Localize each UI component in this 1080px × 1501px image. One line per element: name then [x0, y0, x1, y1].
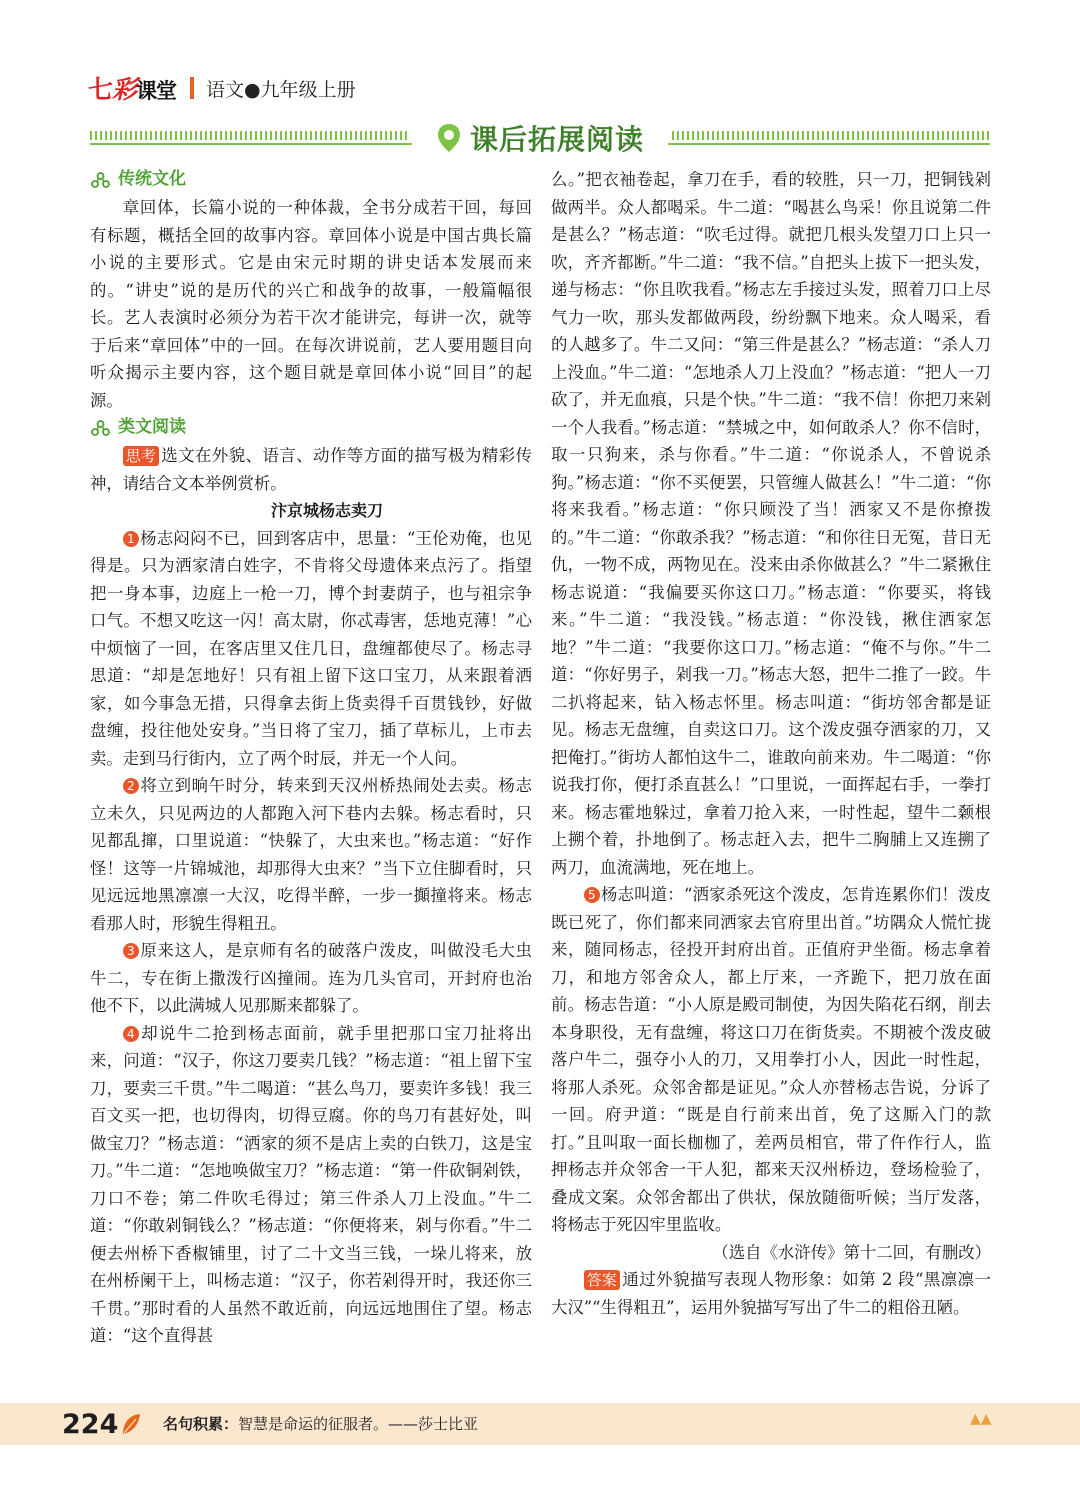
banner-title-box	[420, 116, 660, 160]
paragraph-text: 原来这人，是京师有名的破落户泼皮，叫做没毛大虫牛二，专在街上撒泼行凶撞闹。连为几头官司，开封府也治他不下，以此满城人见那厮来都躲了。	[90, 941, 532, 1015]
answer-block	[551, 1266, 991, 1321]
leaf-icon	[120, 1412, 142, 1436]
banner-dots-left	[90, 131, 408, 140]
story-paragraph-1	[90, 525, 532, 773]
story-paragraph-4-start	[90, 1020, 532, 1350]
paragraph-text: 杨志叫道：“洒家杀死这个泼皮，怎肯连累你们！泼皮既已死了，你们都来同洒家去官府里出首。”坊隅众人慌忙拢来，随同杨志，径投开封府出首。正值府尹坐衙。杨志拿着刀，和地方邻舍众人，都上厅来，一齐跪下，把刀放在面前。杨志告道：“小人原是殿司制使，为因失陷花石纲，削去本身职役，无有盘缠，将这口刀在街货卖。不期被个泼皮破落户牛二，强夺小人的刀，又用拳打小人，因此一时性起，将那人杀死。众邻舍都是证见。”众人亦替杨志告说，分诉了一回。府尹道：“既是自行前来出首，免了这厮入门的款打。”且叫取一面长枷枷了，差两员相官，带了仵作行人，监押杨志并众邻舍一干人犯，都来天汉州桥边，登场检验了，叠成文案。众邻舍都出了供状，保放随衙听候；当厅发落，将杨志于死囚牢里监收。	[551, 885, 991, 1234]
header-divider	[190, 77, 194, 99]
paragraph-text: 杨志闷闷不已，回到客店中，思量：“王伦劝俺，也见得是。只为洒家清白姓字，不肯将父母遗体来点污了。指望把一身本事，边庭上一枪一刀，博个封妻荫子，也与祖宗争口气。不想又吃这一闪！高太尉，你忒毒害，恁地克薄！”心中烦恼了一回，在客店里又住几日，盘缠都使尽了。杨志寻思道：“却是怎地好！只有祖上留下这口宝刀，从来跟着洒家，如今事急无措，只得拿去街上货卖得千百贯钱钞，好做盘缠，投往他处安身。”当日将了宝刀，插了草标儿，上市去卖。走到马行街内，立了两个时辰，并无一个人问。	[90, 528, 532, 768]
story-paragraph-5	[551, 881, 991, 1239]
map-pin-icon	[436, 123, 462, 153]
think-question	[90, 442, 532, 497]
answer-tag: 答案	[584, 1270, 620, 1290]
paragraph-number: 2	[123, 778, 139, 794]
story-paragraph-2	[90, 772, 532, 937]
section-heading-reading	[90, 414, 532, 442]
paragraph-number: 3	[123, 943, 139, 959]
sprout-icon	[90, 419, 112, 437]
logo-char-2: 彩	[112, 75, 137, 104]
section-heading-text: 传统文化	[118, 169, 186, 190]
story-paragraph-3	[90, 937, 532, 1020]
quote-label: 名句积累：	[163, 1415, 239, 1433]
paragraph-number: 1	[123, 531, 139, 547]
answer-text: 通过外貌描写表现人物形象：如第 2 段“黑凛凛一大汉”“生得粗丑”，运用外貌描写写出了牛二的粗俗丑陋。	[551, 1270, 991, 1317]
paragraph-number: 4	[123, 1026, 139, 1042]
right-column	[551, 166, 991, 1321]
subject-label: 语文●九年级上册	[206, 78, 356, 101]
page-header	[88, 68, 356, 108]
logo-text: 课堂	[136, 79, 177, 103]
page-number: 224	[62, 1408, 119, 1440]
paragraph-text: 么。”把衣袖卷起，拿刀在手，看的较胜，只一刀，把铜钱剁做两半。众人都喝采。牛二道：“喝甚么鸟采！你且说第二件是甚么？”杨志道：“吹毛过得。就把几根头发望刀口上只一吹，齐齐都断。”牛二道：“我不信。”自把头上拔下一把头发，递与杨志：“你且吹我看。”杨志左手接过头发，照着刀口上尽气力一吹，那头发都做两段，纷纷飘下地来。众人喝采，看的人越多了。牛二又问：“第三件是甚么？”杨志道：“杀人刀上没血。”牛二道：“怎地杀人刀上没血？”杨志道：“把人一刀砍了，并无血痕，只是个快。”牛二道：“我不信！你把刀来剁一个人我看。”杨志道：“禁城之中，如何敢杀人？你不信时，取一只狗来，杀与你看。”牛二道：“你说杀人，不曾说杀狗。”杨志道：“你不买便罢，只管缠人做甚么！”牛二道：“你将来我看。”杨志道：“你只顾没了当！洒家又不是你撩拨的。”牛二道：“你敢杀我？”杨志道：“和你往日无冤，昔日无仇，一物不成，两物见在。没来由杀你做甚么？”牛二紧揪住杨志说道：“我偏要买你这口刀。”杨志道：“你要买，将钱来。”牛二道：“我没钱。”杨志道：“你没钱，揪住洒家怎地？”牛二道：“我要你这口刀。”杨志道：“俺不与你。”牛二道：“你好男子，剁我一刀。”杨志大怒，把牛二推了一跤。牛二扒将起来，钻入杨志怀里。杨志叫道：“街坊邻舍都是证见。杨志无盘缠，自卖这口刀。这个泼皮强夺洒家的刀，又把俺打。”街坊人都怕这牛二，谁敢向前来劝。牛二喝道：“你说我打你，便打杀直甚么！”口里说，一面挥起右手，一拳打来。杨志霍地躲过，拿着刀抢入来，一时性起，望牛二颡根上搠个着，扑地倒了。杨志赶入去，把牛二胸脯上又连搠了两刀，血流满地，死在地上。	[551, 170, 991, 877]
banner-title: 课后拓展阅读	[469, 123, 644, 156]
logo-char-1: 七	[88, 75, 113, 104]
sprout-icon	[90, 171, 112, 189]
section-banner	[90, 116, 990, 160]
page-footer	[0, 1403, 1080, 1445]
section-heading-text: 类文阅读	[118, 417, 186, 438]
source-citation: （选自《水浒传》第十二回，有删改）	[712, 1242, 991, 1262]
banner-rule-left	[90, 143, 412, 145]
story-title: 汴京城杨志卖刀	[270, 501, 383, 520]
quote-text: 智慧是命运的征服者。——莎士比亚	[238, 1415, 479, 1433]
story-paragraph-4-continued	[551, 166, 991, 881]
publisher-logo	[88, 70, 176, 106]
think-tag: 思考	[123, 446, 159, 466]
section-heading-traditional-culture	[90, 166, 532, 194]
decorative-drops: ▲▲	[970, 1411, 992, 1427]
think-text: 选文在外貌、语言、动作等方面的描写极为精彩传神，请结合文本举例赏析。	[90, 446, 532, 493]
page-number-box	[62, 1405, 142, 1443]
left-column	[90, 166, 532, 1350]
famous-quote	[163, 1413, 478, 1434]
paragraph-text: 将立到晌午时分，转来到天汉州桥热闹处去卖。杨志立未久，只见两边的人都跑入河下巷内去躲。杨志看时，只见都乱撺，口里说道：“快躲了，大虫来也。”杨志道：“好作怪！这等一片锦城池，却那得大虫来？”当下立住脚看时，只见远远地黑凛凛一大汉，吃得半醉，一步一攧撞将来。杨志看那人时，形貌生得粗丑。	[90, 776, 532, 933]
banner-dots-right	[672, 131, 990, 140]
paragraph-number: 5	[584, 887, 600, 903]
banner-rule-right	[668, 143, 990, 145]
paragraph-text: 却说牛二抢到杨志面前，就手里把那口宝刀扯将出来，问道：“汉子，你这刀要卖几钱？”杨志道：“祖上留下宝刀，要卖三千贯。”牛二喝道：“甚么鸟刀，要卖许多钱！我三百文买一把，也切得肉，切得豆腐。你的鸟刀有甚好处，叫做宝刀？”杨志道：“洒家的须不是店上卖的白铁刀，这是宝刀。”牛二道：“怎地唤做宝刀？”杨志道：“第一件砍铜剁铁，刀口不卷；第二件吹毛得过；第三件杀人刀上没血。”牛二道：“你敢剁铜钱么？”杨志道：“你便将来，剁与你看。”牛二便去州桥下香椒铺里，讨了二十文当三钱，一垛儿将来，放在州桥阑干上，叫杨志道：“汉子，你若剁得开时，我还你三千贯。”那时看的人虽然不敢近前，向远远地围住了望。杨志道：“这个直得甚	[90, 1023, 532, 1345]
culture-paragraph: 章回体，长篇小说的一种体裁，全书分成若干回，每回有标题，概括全回的故事内容。章回体小说是中国古典长篇小说的主要形式。它是由宋元时期的讲史话本发展而来的。“讲史”说的是历代的兴亡和战争的故事，一般篇幅很长。艺人表演时必须分为若干次才能讲完，每讲一次，就等于后来“章回体”中的一回。在每次讲说前，艺人要用题目向听众揭示主要内容，这个题目就是章回体小说“回目”的起源。	[90, 198, 532, 410]
